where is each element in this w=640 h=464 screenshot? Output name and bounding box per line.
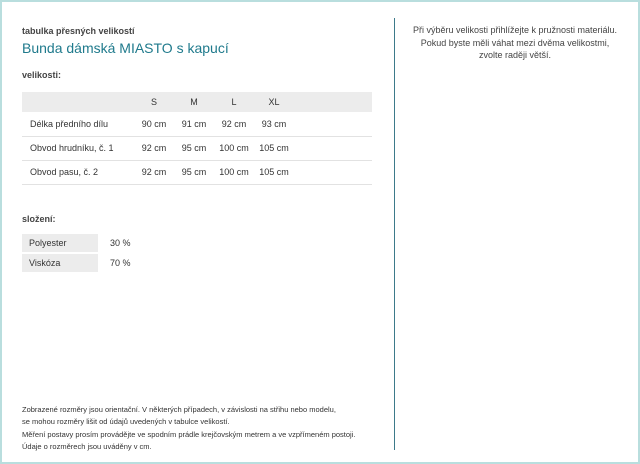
table-cell: 100 cm [214, 160, 254, 184]
page-subtitle: tabulka přesných velikostí [22, 26, 135, 36]
footer-line: se mohou rozměry lišit od údajů uvedených v tabulce velikostí. [22, 417, 230, 427]
size-header-xl: XL [254, 92, 294, 112]
row-label: Obvod pasu, č. 2 [22, 160, 134, 184]
material-name: Viskóza [22, 254, 98, 272]
material-percent: 30 % [110, 238, 131, 248]
size-header-s: S [134, 92, 174, 112]
footer-note [22, 404, 382, 454]
table-cell: 93 cm [254, 112, 294, 136]
table-row [22, 160, 372, 184]
table-row [22, 136, 372, 160]
material-name: Polyester [22, 234, 98, 252]
footer-line: Zobrazené rozměry jsou orientační. V některých případech, v závislosti na střihu nebo modelu, [22, 405, 336, 414]
sizes-section-label: velikosti: [22, 70, 62, 80]
product-title: Bunda dámská MIASTO s kapucí [22, 40, 229, 56]
list-item [22, 254, 138, 272]
footer-line: Měření postavy prosím provádějte ve spodním prádle krejčovským metrem a ve vzpřímeném postoji. [22, 429, 356, 439]
vertical-divider [394, 18, 395, 450]
table-cell: 105 cm [254, 136, 294, 160]
material-percent: 70 % [110, 258, 131, 268]
row-label: Délka předního dílu [22, 112, 134, 136]
size-header-l: L [214, 92, 254, 112]
table-cell: 92 cm [134, 160, 174, 184]
size-table-header-row [22, 92, 372, 112]
table-cell: 95 cm [174, 136, 214, 160]
table-cell: 100 cm [214, 136, 254, 160]
table-row [22, 112, 372, 136]
row-label: Obvod hrudníku, č. 1 [22, 136, 134, 160]
composition-section-label: složení: [22, 214, 56, 224]
table-cell: 95 cm [174, 160, 214, 184]
composition-table [22, 232, 138, 274]
table-cell: 105 cm [254, 160, 294, 184]
table-cell-filler [294, 160, 372, 184]
size-table-header-empty [22, 92, 134, 112]
table-cell: 92 cm [134, 136, 174, 160]
advice-line: Při výběru velikosti přihlížejte k pružnosti materiálu. [412, 25, 618, 35]
footer-line: Údaje o rozměrech jsou uváděny v cm. [22, 442, 152, 452]
table-cell-filler [294, 136, 372, 160]
size-header-m: M [174, 92, 214, 112]
table-cell: 92 cm [214, 112, 254, 136]
size-advice-note [402, 24, 628, 62]
table-cell: 91 cm [174, 112, 214, 136]
list-item [22, 234, 138, 252]
advice-line: zvolte raději větší. [478, 50, 552, 60]
table-cell-filler [294, 112, 372, 136]
size-table-header-filler [294, 92, 372, 112]
size-table [22, 92, 372, 185]
advice-line: Pokud byste měli váhat mezi dvěma velikostmi, [420, 37, 610, 48]
table-cell: 90 cm [134, 112, 174, 136]
